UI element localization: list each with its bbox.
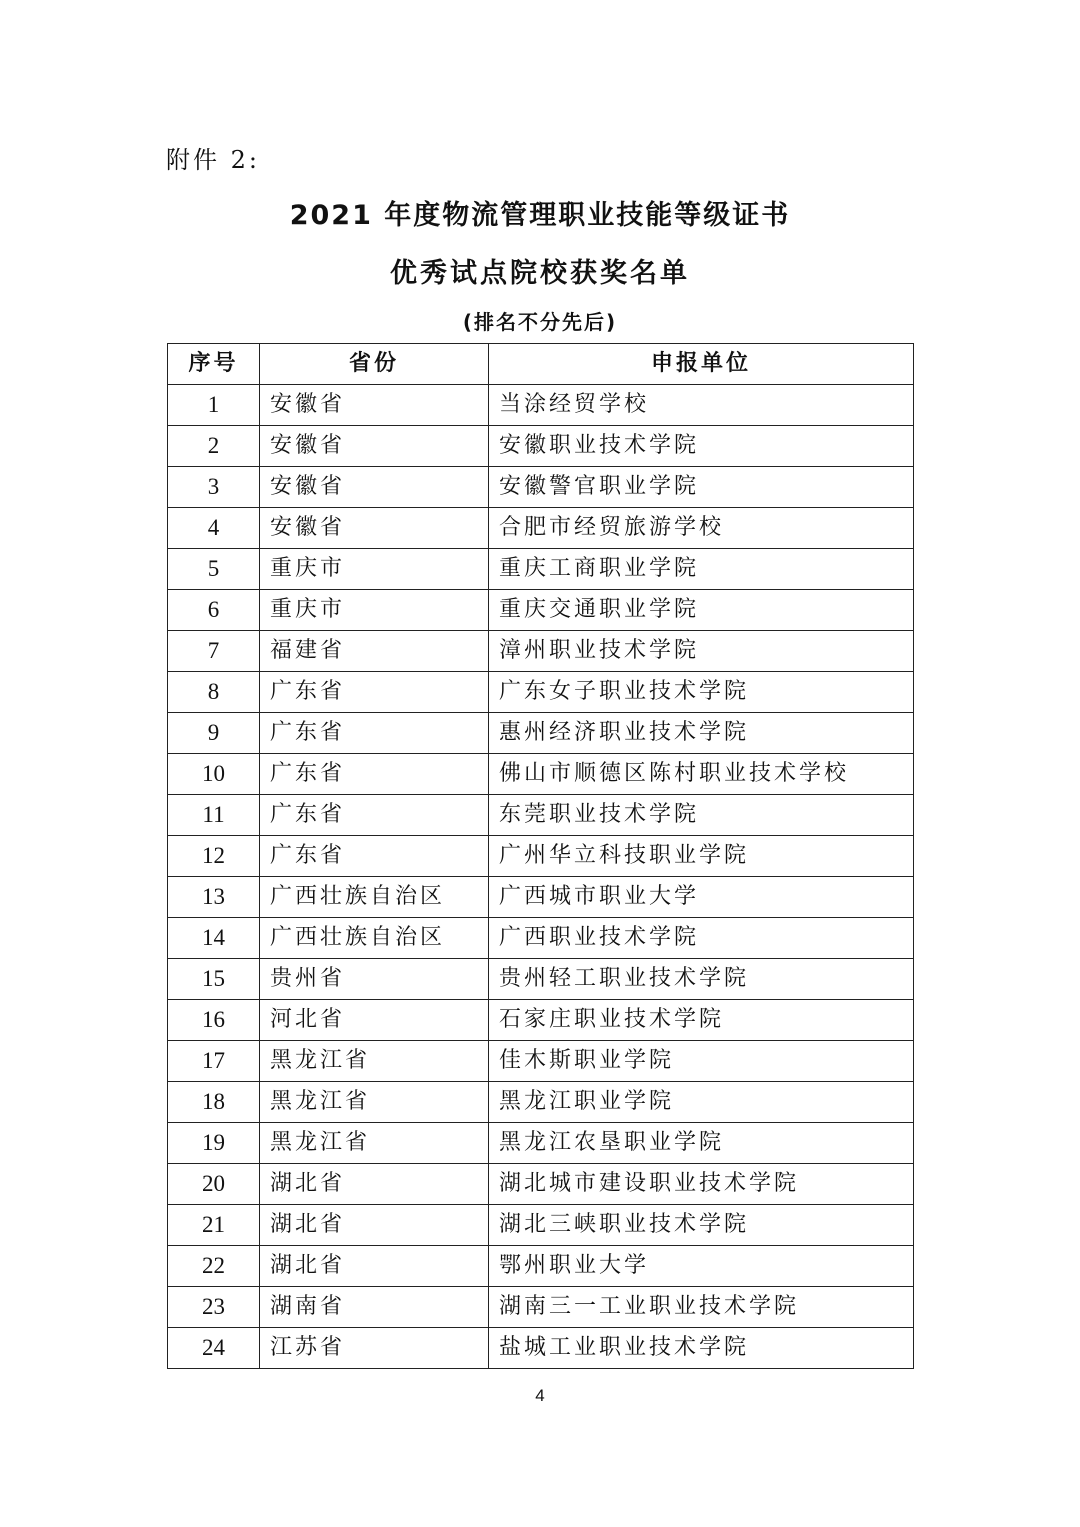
row-province: 广西壮族自治区 [260, 877, 489, 918]
row-province: 安徽省 [260, 467, 489, 508]
row-number: 7 [168, 631, 260, 672]
row-unit: 重庆工商职业学院 [489, 549, 914, 590]
row-number: 19 [168, 1123, 260, 1164]
table-row [168, 590, 914, 631]
row-unit: 安徽职业技术学院 [489, 426, 914, 467]
row-number: 10 [168, 754, 260, 795]
table-row [168, 1082, 914, 1123]
ranking-note: (排名不分先后) [462, 310, 618, 334]
table-row [168, 754, 914, 795]
row-number: 23 [168, 1287, 260, 1328]
row-province: 广西壮族自治区 [260, 918, 489, 959]
table-row [168, 918, 914, 959]
table-row [168, 508, 914, 549]
row-unit: 石家庄职业技术学院 [489, 1000, 914, 1041]
document-title-line-1: 2021 年度物流管理职业技能等级证书 [289, 200, 791, 231]
row-number: 13 [168, 877, 260, 918]
row-unit: 合肥市经贸旅游学校 [489, 508, 914, 549]
row-province: 广东省 [260, 672, 489, 713]
row-unit: 佛山市顺德区陈村职业技术学校 [489, 754, 914, 795]
row-number: 24 [168, 1328, 260, 1369]
table-row [168, 1041, 914, 1082]
row-province: 重庆市 [260, 549, 489, 590]
row-province: 湖北省 [260, 1164, 489, 1205]
row-unit: 盐城工业职业技术学院 [489, 1328, 914, 1369]
row-number: 4 [168, 508, 260, 549]
page-number: 4 [535, 1386, 545, 1405]
row-number: 6 [168, 590, 260, 631]
row-province: 福建省 [260, 631, 489, 672]
row-province: 江苏省 [260, 1328, 489, 1369]
row-province: 安徽省 [260, 508, 489, 549]
row-number: 20 [168, 1164, 260, 1205]
row-province: 广东省 [260, 795, 489, 836]
row-province: 贵州省 [260, 959, 489, 1000]
row-province: 河北省 [260, 1000, 489, 1041]
award-table [167, 343, 914, 1369]
row-province: 黑龙江省 [260, 1082, 489, 1123]
table-body [168, 385, 914, 1369]
row-number: 16 [168, 1000, 260, 1041]
row-unit: 贵州轻工职业技术学院 [489, 959, 914, 1000]
table-row [168, 672, 914, 713]
row-number: 14 [168, 918, 260, 959]
row-number: 9 [168, 713, 260, 754]
table-row [168, 1287, 914, 1328]
attachment-label: 附件 2: [166, 146, 260, 174]
table-row [168, 1205, 914, 1246]
row-unit: 东莞职业技术学院 [489, 795, 914, 836]
row-province: 湖南省 [260, 1287, 489, 1328]
row-number: 15 [168, 959, 260, 1000]
row-province: 黑龙江省 [260, 1123, 489, 1164]
row-unit: 广西职业技术学院 [489, 918, 914, 959]
row-province: 安徽省 [260, 426, 489, 467]
row-number: 21 [168, 1205, 260, 1246]
row-unit: 鄂州职业大学 [489, 1246, 914, 1287]
row-number: 8 [168, 672, 260, 713]
row-unit: 黑龙江农垦职业学院 [489, 1123, 914, 1164]
table-row [168, 385, 914, 426]
table-row [168, 959, 914, 1000]
row-number: 11 [168, 795, 260, 836]
row-unit: 重庆交通职业学院 [489, 590, 914, 631]
row-unit: 广东女子职业技术学院 [489, 672, 914, 713]
row-number: 18 [168, 1082, 260, 1123]
row-number: 5 [168, 549, 260, 590]
row-province: 湖北省 [260, 1205, 489, 1246]
table-row [168, 1246, 914, 1287]
row-unit: 当涂经贸学校 [489, 385, 914, 426]
row-number: 1 [168, 385, 260, 426]
row-unit: 安徽警官职业学院 [489, 467, 914, 508]
row-number: 12 [168, 836, 260, 877]
table-row [168, 631, 914, 672]
row-province: 广东省 [260, 836, 489, 877]
table-row [168, 467, 914, 508]
table-row [168, 1123, 914, 1164]
row-unit: 漳州职业技术学院 [489, 631, 914, 672]
header-province: 省份 [260, 344, 489, 385]
document-title-line-2: 优秀试点院校获奖名单 [390, 258, 690, 289]
row-unit: 佳木斯职业学院 [489, 1041, 914, 1082]
table-row [168, 877, 914, 918]
table-row [168, 549, 914, 590]
table-row [168, 1328, 914, 1369]
header-unit: 申报单位 [489, 344, 914, 385]
row-number: 22 [168, 1246, 260, 1287]
table-row [168, 1164, 914, 1205]
row-province: 广东省 [260, 713, 489, 754]
row-unit: 湖北三峡职业技术学院 [489, 1205, 914, 1246]
row-province: 黑龙江省 [260, 1041, 489, 1082]
table-row [168, 795, 914, 836]
header-number: 序号 [168, 344, 260, 385]
row-unit: 湖北城市建设职业技术学院 [489, 1164, 914, 1205]
row-number: 3 [168, 467, 260, 508]
table-row [168, 1000, 914, 1041]
row-unit: 黑龙江职业学院 [489, 1082, 914, 1123]
table-row [168, 836, 914, 877]
row-number: 2 [168, 426, 260, 467]
row-unit: 广州华立科技职业学院 [489, 836, 914, 877]
row-number: 17 [168, 1041, 260, 1082]
table-row [168, 426, 914, 467]
table-row [168, 713, 914, 754]
row-province: 重庆市 [260, 590, 489, 631]
row-unit: 湖南三一工业职业技术学院 [489, 1287, 914, 1328]
row-province: 安徽省 [260, 385, 489, 426]
row-province: 湖北省 [260, 1246, 489, 1287]
row-province: 广东省 [260, 754, 489, 795]
row-unit: 广西城市职业大学 [489, 877, 914, 918]
table-header-row [168, 344, 914, 385]
row-unit: 惠州经济职业技术学院 [489, 713, 914, 754]
